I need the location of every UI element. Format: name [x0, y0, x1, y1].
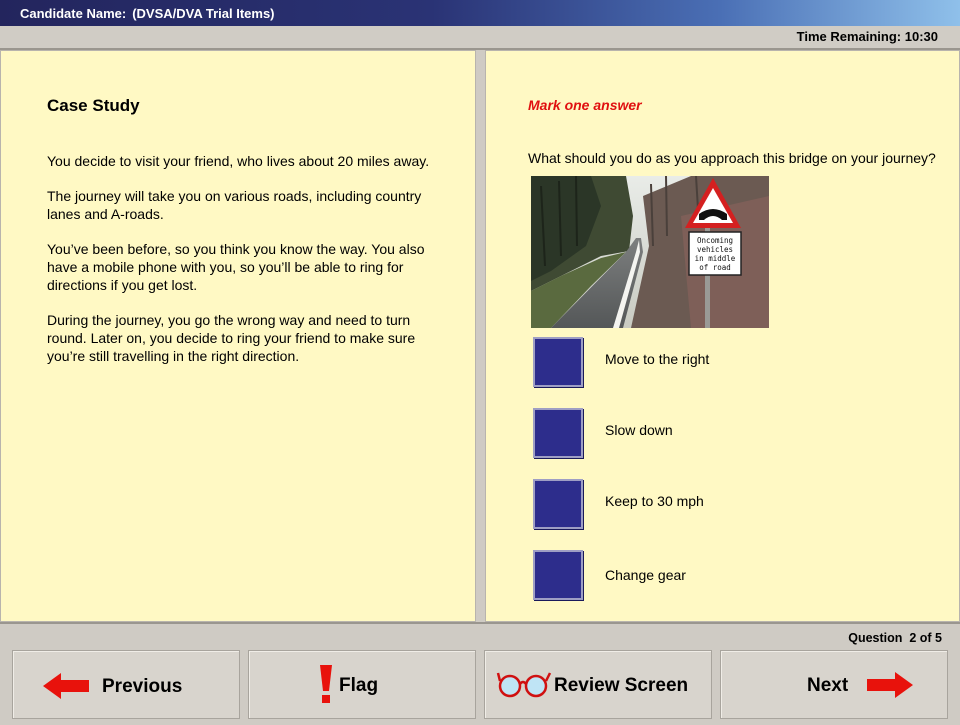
previous-button[interactable] — [12, 650, 240, 719]
candidate-name-label: Candidate Name: — [20, 5, 127, 21]
header-bar — [0, 0, 960, 26]
answer-checkbox-2[interactable] — [533, 408, 583, 458]
answer-label-4[interactable]: Change gear — [605, 567, 686, 583]
sign-text-line: Oncoming — [696, 236, 734, 245]
answer-checkbox-1[interactable] — [533, 337, 583, 387]
answer-label-3[interactable]: Keep to 30 mph — [605, 493, 704, 509]
sign-text-line: vehicles — [696, 245, 734, 254]
arrow-left-icon — [43, 673, 91, 699]
candidate-name-value: (DVSA/DVA Trial Items) — [132, 5, 275, 21]
answer-label-2[interactable]: Slow down — [605, 422, 673, 438]
sign-text-line: of road — [699, 263, 731, 272]
answer-checkbox-4[interactable] — [533, 550, 583, 600]
glasses-icon — [496, 669, 552, 699]
flag-label: Flag — [339, 675, 379, 696]
review-screen-button[interactable] — [484, 650, 712, 719]
timer-bar — [0, 26, 960, 50]
next-button[interactable] — [720, 650, 948, 719]
case-study-panel — [0, 50, 476, 622]
case-study-text — [47, 152, 447, 382]
question-text: What should you do as you approach this bridge on your journey? — [528, 150, 936, 166]
previous-label: Previous — [102, 676, 183, 697]
case-paragraph: The journey will take you on various roads, including country lanes and A-roads. — [47, 188, 422, 222]
bridge-road-photo — [531, 176, 769, 328]
flag-button[interactable] — [248, 650, 476, 719]
answer-checkbox-3[interactable] — [533, 479, 583, 529]
exclamation-icon — [319, 665, 333, 705]
arrow-right-icon — [867, 672, 913, 698]
mark-one-answer: Mark one answer — [528, 97, 642, 113]
case-paragraph: You’ve been before, so you think you know the way. You also have a mobile phone with you, so you’ll be able to ring for directions if you get lost. — [47, 241, 425, 293]
time-remaining: Time Remaining: 10:30 — [796, 29, 938, 44]
case-paragraph: You decide to visit your friend, who lives about 20 miles away. — [47, 153, 430, 169]
review-screen-label: Review Screen — [554, 675, 689, 696]
case-paragraph: During the journey, you go the wrong way and need to turn round. Later on, you decide to ring your friend to make sure you’re still travelling in the right direction. — [47, 312, 416, 364]
question-panel — [485, 50, 960, 622]
next-label: Next — [807, 675, 849, 696]
sign-text-line: in middle — [694, 254, 736, 263]
answer-label-1[interactable]: Move to the right — [605, 351, 710, 367]
question-counter-bar — [0, 622, 960, 650]
case-study-title: Case Study — [47, 96, 140, 115]
question-number: Question 2 of 5 — [848, 631, 942, 645]
